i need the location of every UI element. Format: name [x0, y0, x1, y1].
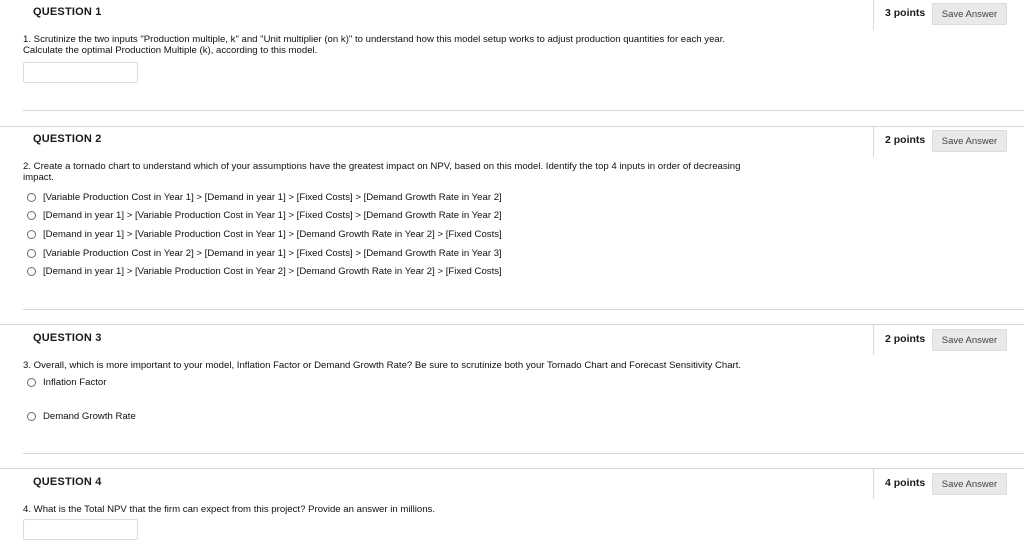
radio-button[interactable] — [27, 412, 36, 421]
question-2-text-line1: 2. Create a tornado chart to understand which of your assumptions have the greatest impact on NPV, based on this model. Identify the top 4 inputs in order of decreasing — [23, 161, 741, 172]
question-3-points: 2 points — [885, 333, 926, 345]
question-4-title: QUESTION 4 — [33, 476, 102, 488]
option-label: [Demand in year 1] > [Variable Production Cost in Year 1] > [Demand Growth Rate in Year 2] > [Fixed Costs] — [43, 228, 502, 240]
question-2-option[interactable] — [27, 246, 502, 260]
radio-button[interactable] — [27, 378, 36, 387]
question-2-header — [0, 127, 1024, 155]
divider — [23, 453, 1024, 454]
question-2-points: 2 points — [885, 134, 926, 146]
question-4-save-button[interactable]: Save Answer — [932, 473, 1007, 495]
option-label: Demand Growth Rate — [43, 410, 136, 422]
radio-button[interactable] — [27, 267, 36, 276]
question-1-text-line1: 1. Scrutinize the two inputs "Production multiple, k" and "Unit multiplier (on k)" to understand how this model setup works to adjust production quantities for each year. — [23, 34, 726, 45]
question-2-option[interactable] — [27, 264, 502, 278]
question-2-option[interactable] — [27, 227, 502, 241]
question-2-text-line2: impact. — [23, 172, 54, 183]
question-3-option[interactable] — [27, 375, 106, 389]
question-1-header — [0, 0, 1024, 28]
radio-button[interactable] — [27, 249, 36, 258]
question-3-text: 3. Overall, which is more important to your model, Inflation Factor or Demand Growth Rate? Be sure to scrutinize both your Tornado Chart and Forecast Sensitivity Chart. — [23, 360, 742, 371]
divider — [23, 110, 1024, 111]
radio-button[interactable] — [27, 211, 36, 220]
header-divider — [873, 325, 874, 355]
divider — [23, 309, 1024, 310]
radio-button[interactable] — [27, 193, 36, 202]
header-divider — [873, 127, 874, 157]
question-4-text: 4. What is the Total NPV that the firm can expect from this project? Provide an answer in millions. — [23, 504, 436, 515]
question-3-title: QUESTION 3 — [33, 332, 102, 344]
question-2-title: QUESTION 2 — [33, 133, 102, 145]
question-4-header — [0, 469, 1024, 497]
question-4-points: 4 points — [885, 477, 926, 489]
question-2-option[interactable] — [27, 190, 502, 204]
question-2-save-button[interactable]: Save Answer — [932, 130, 1007, 152]
question-1-answer-input[interactable] — [23, 62, 138, 83]
question-3-option[interactable] — [27, 409, 136, 423]
option-label: [Demand in year 1] > [Variable Production Cost in Year 2] > [Demand Growth Rate in Year 2] > [Fixed Costs] — [43, 265, 502, 277]
question-4-answer-input[interactable] — [23, 519, 138, 540]
question-1-save-button[interactable]: Save Answer — [932, 3, 1007, 25]
question-1-text-line2: Calculate the optimal Production Multiple (k), according to this model. — [23, 45, 318, 56]
question-2-option[interactable] — [27, 208, 502, 222]
radio-button[interactable] — [27, 230, 36, 239]
option-label: [Demand in year 1] > [Variable Production Cost in Year 1] > [Fixed Costs] > [Demand Growth Rate in Year 2] — [43, 209, 502, 221]
option-label: [Variable Production Cost in Year 1] > [Demand in year 1] > [Fixed Costs] > [Demand Growth Rate in Year 2] — [43, 191, 502, 203]
question-3-header — [0, 325, 1024, 353]
question-1-text — [23, 34, 803, 56]
question-1-title: QUESTION 1 — [33, 6, 102, 18]
option-label: [Variable Production Cost in Year 2] > [Demand in year 1] > [Fixed Costs] > [Demand Growth Rate in Year 3] — [43, 247, 502, 259]
header-divider — [873, 0, 874, 30]
question-2-text — [23, 161, 803, 183]
question-1-points: 3 points — [885, 7, 926, 19]
option-label: Inflation Factor — [43, 376, 107, 388]
question-3-save-button[interactable]: Save Answer — [932, 329, 1007, 351]
header-divider — [873, 469, 874, 499]
